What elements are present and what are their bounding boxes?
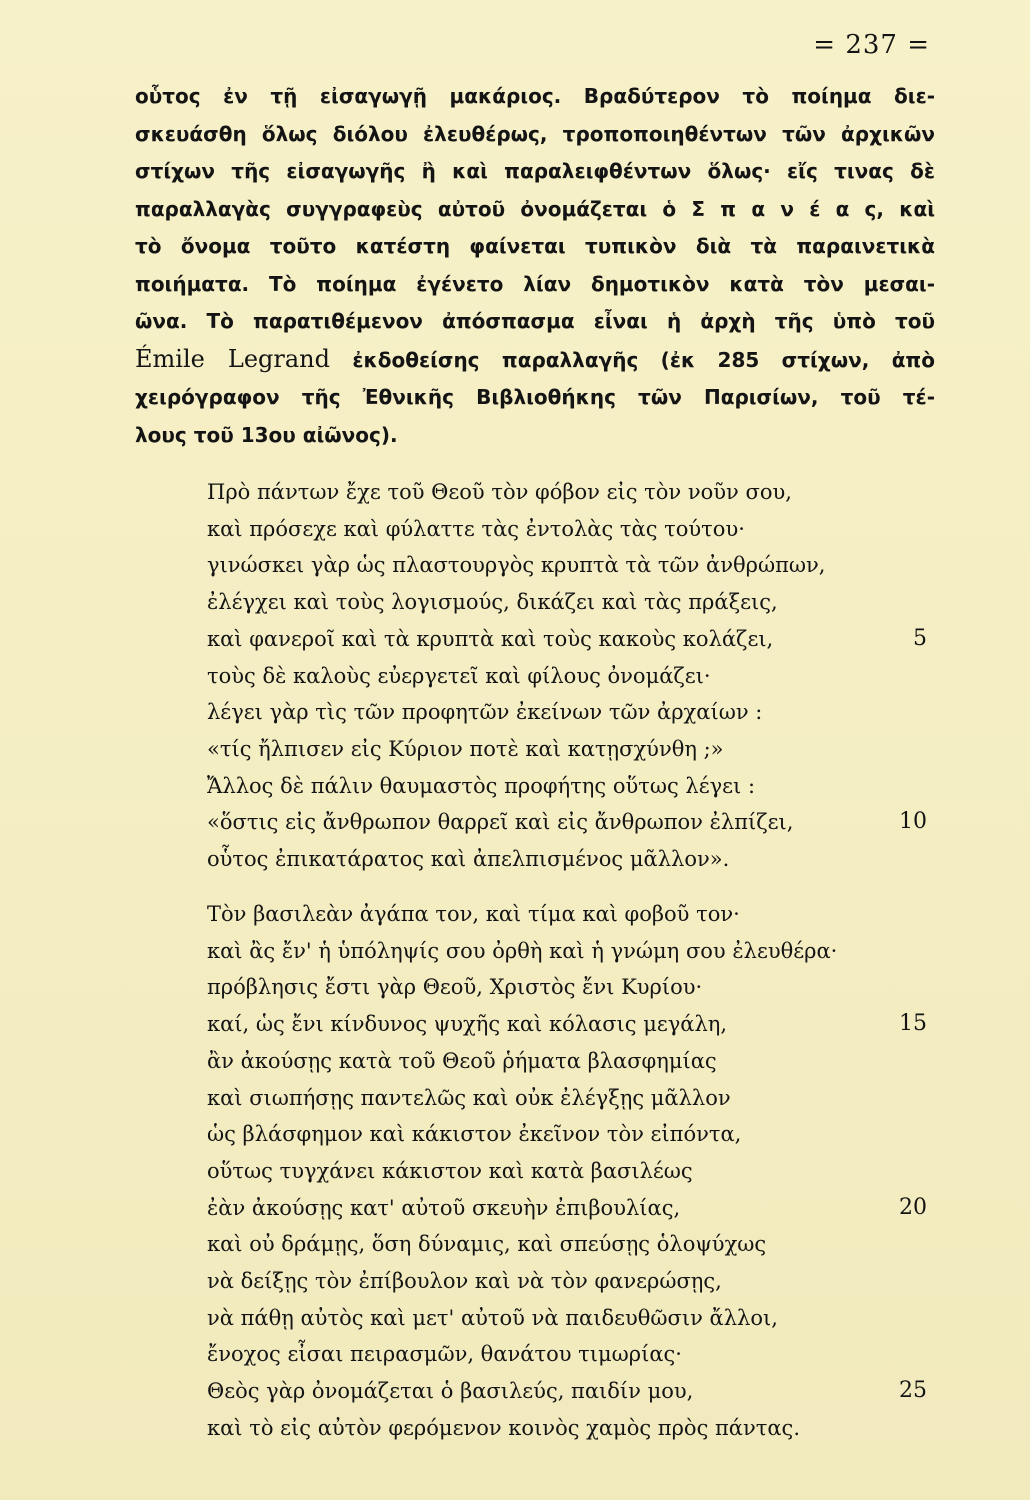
poem-verse-line <box>207 1116 927 1153</box>
verse-text: καὶ ἂς ἔν' ἡ ὑπόληψίς σου ὀρθὴ καὶ ἡ γνώμη σου ἐλευθέρα· <box>207 938 838 963</box>
verse-text: λέγει γὰρ τὶς τῶν προφητῶν ἐκείνων τῶν ἀρχαίων : <box>207 700 763 725</box>
line-number: 15 <box>899 1011 927 1037</box>
poem-verse-line <box>207 658 927 695</box>
intro-line: στίχων τῆς εἰσαγωγῆς ἢ καὶ παραλειφθέντων ὅλως· εἴς τινας δὲ <box>135 159 935 183</box>
verse-text: ἐλέγχει καὶ τοὺς λογισμούς, δικάζει καὶ τὰς πράξεις, <box>207 590 778 615</box>
poem-verse-line <box>207 841 927 878</box>
poem-verse-line <box>207 1300 927 1337</box>
verse-text: καὶ πρόσεχε καὶ φύλαττε τὰς ἐντολὰς τὰς τούτου· <box>207 516 745 541</box>
verse-text: Ἄλλος δὲ πάλιν θαυμαστὸς προφήτης οὕτως λέγει : <box>207 773 756 798</box>
intro-line-editor <box>135 341 935 380</box>
verse-text: γινώσκει γὰρ ὡς πλαστουργὸς κρυπτὰ τὰ τῶν ἀνθρώπων, <box>207 553 826 578</box>
poem-verse-line <box>207 694 927 731</box>
editor-line-rest: ἐκδοθείσης παραλλαγῆς (ἐκ 285 στίχων, ἀπὸ <box>352 347 935 372</box>
poem-stanza-2 <box>207 896 927 1447</box>
poem-verse-line <box>207 1410 927 1447</box>
poem-verse-line <box>207 768 927 805</box>
verse-text: οὗτος ἐπικατάρατος καὶ ἀπελπισμένος μᾶλλον». <box>207 847 730 872</box>
intro-line: λους τοῦ 13ου αἰῶνος). <box>135 422 398 447</box>
line-number: 5 <box>913 625 927 651</box>
verse-text: καὶ φανεροῖ καὶ τὰ κρυπτὰ καὶ τοὺς κακοὺς κολάζει, <box>207 626 774 651</box>
verse-text: ἔνοχος εἶσαι πειρασμῶν, θανάτου τιμωρίας· <box>207 1342 682 1367</box>
intro-line: παραλλαγὰς συγγραφεὺς αὐτοῦ ὀνομάζεται ὁ Σ π α ν έ α ς, καὶ <box>135 196 935 221</box>
editor-name: Émile Legrand <box>135 344 330 373</box>
poem-verse-line <box>207 896 927 933</box>
poem-verse-line <box>207 969 927 1006</box>
verse-text: ἐὰν ἀκούσῃς κατ' αὐτοῦ σκευὴν ἐπιβουλίας, <box>207 1195 681 1220</box>
intro-line: τὸ ὄνομα τοῦτο κατέστη φαίνεται τυπικὸν διὰ τὰ παραινετικὰ <box>135 234 935 258</box>
poem-verse-line <box>207 474 927 511</box>
verse-text: νὰ δείξῃς τὸν ἐπίβουλον καὶ νὰ τὸν φανερώσῃς, <box>207 1269 722 1294</box>
verse-text: τοὺς δὲ καλοὺς εὐεργετεῖ καὶ φίλους ὀνομάζει· <box>207 663 711 688</box>
poem-verse-line <box>207 511 927 548</box>
line-number: 10 <box>899 809 927 835</box>
poem-verse-line <box>207 1080 927 1117</box>
verse-text: καὶ σιωπήσῃς παντελῶς καὶ οὐκ ἐλέγξῃς μᾶλλον <box>207 1085 731 1110</box>
verse-text: πρόβλησις ἔστι γὰρ Θεοῦ, Χριστὸς ἔνι Κυρίου· <box>207 975 703 1000</box>
intro-line: ῶνα. Τὸ παρατιθέμενον ἀπόσπασμα εἶναι ἡ ἀρχὴ τῆς ὑπὸ τοῦ <box>135 309 935 333</box>
page-number: = 237 = <box>813 30 930 60</box>
verse-text: ἂν ἀκούσῃς κατὰ τοῦ Θεοῦ ῥήματα βλασφημίας <box>207 1048 717 1073</box>
poem-verse-line <box>207 804 927 841</box>
verse-text: καί, ὡς ἔνι κίνδυνος ψυχῆς καὶ κόλασις μεγάλη, <box>207 1012 728 1037</box>
poem-stanza-1 <box>207 474 927 878</box>
poem-verse-line <box>207 933 927 970</box>
verse-text: Πρὸ πάντων ἔχε τοῦ Θεοῦ τὸν φόβον εἰς τὸν νοῦν σου, <box>207 480 792 504</box>
poem-verse-line <box>207 1043 927 1080</box>
intro-paragraph <box>135 78 935 454</box>
poem-verse-line <box>207 547 927 584</box>
verse-text: Τὸν βασιλεὰν ἀγάπα τον, καὶ τίμα καὶ φοβοῦ τον· <box>207 902 740 926</box>
poem-verse-line <box>207 1226 927 1263</box>
poem-verse-line <box>207 1373 927 1410</box>
poem-verse-line <box>207 1336 927 1373</box>
poem-verse-line <box>207 584 927 621</box>
verse-text: «ὅστις εἰς ἄνθρωπον θαρρεῖ καὶ εἰς ἄνθρωπον ἐλπίζει, <box>207 810 794 835</box>
poem-verse-line <box>207 731 927 768</box>
verse-text: νὰ πάθῃ αὐτὸς καὶ μετ' αὐτοῦ νὰ παιδευθῶσιν ἄλλοι, <box>207 1305 778 1330</box>
verse-text: οὕτως τυγχάνει κάκιστον καὶ κατὰ βασιλέως <box>207 1158 693 1183</box>
line-number: 25 <box>899 1378 927 1404</box>
verse-text: Θεὸς γὰρ ὀνομάζεται ὁ βασιλεύς, παιδίν μου, <box>207 1379 694 1404</box>
verse-text: καὶ τὸ εἰς αὐτὸν φερόμενον κοινὸς χαμὸς πρὸς πάντας. <box>207 1415 800 1440</box>
intro-line: οὗτος ἐν τῇ εἰσαγωγῇ μακάριος. Βραδύτερον τὸ ποίημα διε- <box>135 84 935 108</box>
intro-line: χειρόγραφον τῆς Ἐθνικῆς Βιβλιοθήκης τῶν Παρισίων, τοῦ τέ- <box>135 385 935 409</box>
verse-text: ὡς βλάσφημον καὶ κάκιστον ἐκεῖνον τὸν εἰπόντα, <box>207 1122 742 1147</box>
line-number: 20 <box>899 1194 927 1220</box>
intro-line: σκευάσθη ὅλως διόλου ἐλευθέρως, τροποποιηθέντων τῶν ἀρχικῶν <box>135 121 935 146</box>
poem-verse-line <box>207 621 927 658</box>
verse-text: «τίς ἤλπισεν εἰς Κύριον ποτὲ καὶ κατῃσχύνθη ;» <box>207 736 724 761</box>
poem-verse-line <box>207 1190 927 1227</box>
intro-line: ποιήματα. Τὸ ποίημα ἐγένετο λίαν δημοτικὸν κατὰ τὸν μεσαι- <box>135 271 935 296</box>
verse-text: καὶ οὐ δράμῃς, ὅση δύναμις, καὶ σπεύσῃς ὁλοψύχως <box>207 1232 767 1257</box>
poem-verse-line <box>207 1153 927 1190</box>
poem-verse-line <box>207 1006 927 1043</box>
poem-verse-line <box>207 1263 927 1300</box>
